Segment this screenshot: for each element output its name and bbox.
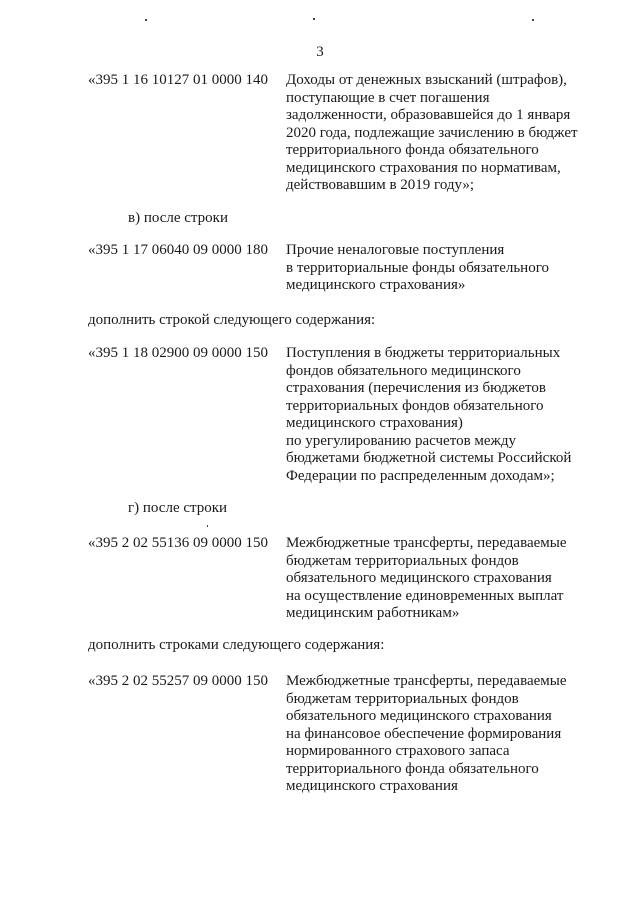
- budget-code: «395 2 02 55257 09 0000 150: [88, 673, 268, 689]
- budget-code-description: Поступления в бюджеты территориальных фондов обязательного медицинского страхования (перечисления из бюджетов территориальных фондов обязательного медицинского страхования) по урегулированию расчетов между бюджетами бюджетной системы Российской Федерации по распределенным доходам»;: [286, 345, 572, 484]
- paragraph-after-row-v: в) после строки: [128, 210, 228, 226]
- budget-code: «395 1 18 02900 09 0000 150: [88, 345, 268, 361]
- scan-speck: [532, 19, 534, 21]
- scan-speck: [313, 18, 315, 20]
- budget-code: «395 2 02 55136 09 0000 150: [88, 535, 268, 551]
- budget-code-description: Межбюджетные трансферты, передаваемые бюджетам территориальных фондов обязательного медицинского страхования на осуществление единовременных выплат медицинским работникам»: [286, 535, 567, 621]
- paragraph-after-row-g: г) после строки: [128, 500, 228, 516]
- paragraph-add-row: дополнить строкой следующего содержания:: [88, 312, 376, 328]
- scan-speck: [145, 19, 147, 21]
- budget-code-description: Доходы от денежных взысканий (штрафов), поступающие в счет погашения задолженности, образовавшейся до 1 января 2020 года, подлежащие зачислению в бюджет территориального фонда обязательного медицинского страхования по нормативам, действовавшим в 2019 году»;: [286, 72, 578, 193]
- page-number: 3: [316, 44, 324, 60]
- budget-code-description: Межбюджетные трансферты, передаваемые бюджетам территориальных фондов обязательного медицинского страхования на финансовое обеспечение формирования нормированного страхового запаса территориального фонда обязательного медицинского страхования: [286, 673, 567, 794]
- scan-speck: [207, 525, 208, 527]
- budget-code: «395 1 16 10127 01 0000 140: [88, 72, 268, 88]
- budget-code-description: Прочие неналоговые поступления в территориальные фонды обязательного медицинского страхования»: [286, 242, 549, 293]
- budget-code: «395 1 17 06040 09 0000 180: [88, 242, 268, 258]
- paragraph-add-rows: дополнить строками следующего содержания:: [88, 637, 385, 653]
